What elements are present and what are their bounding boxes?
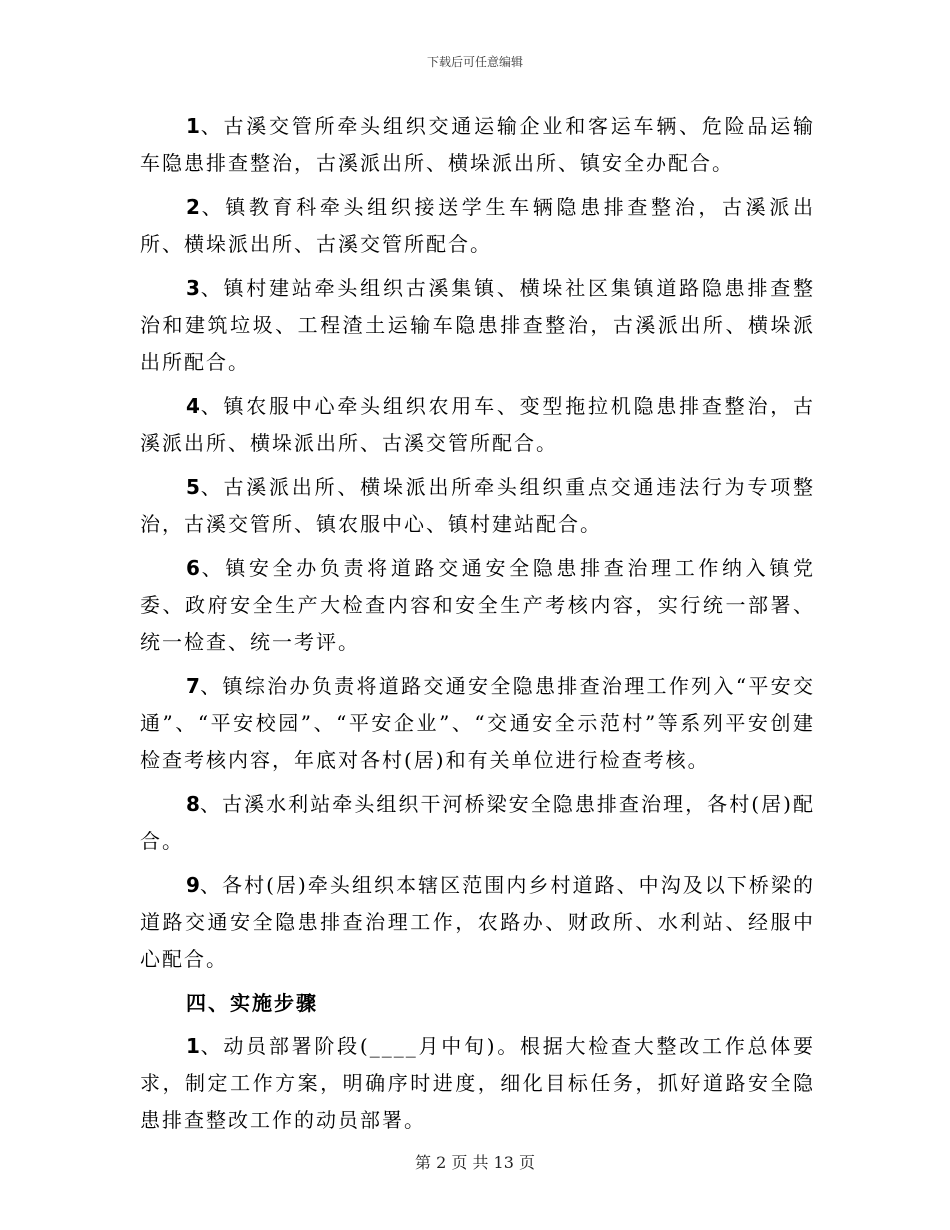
list-item-2 [140, 189, 815, 263]
list-item-8 [140, 786, 815, 860]
item-text: 、镇村建站牵头组织古溪集镇、横垛社区集镇道路隐患排查整治和建筑垃圾、工程渣土运输车隐患排查整治，古溪派出所、横垛派出所配合。 [140, 276, 815, 374]
page-footer: 第 2 页 共 13 页 [415, 1153, 535, 1172]
list-item-6 [140, 550, 815, 661]
list-item-4 [140, 388, 815, 462]
step-item-1 [140, 1028, 815, 1139]
item-text: 、各村(居)牵头组织本辖区范围内乡村道路、中沟及以下桥梁的道路交通安全隐患排查治理工作，农路办、财政所、水利站、经服中心配合。 [140, 873, 815, 971]
list-item-1 [140, 108, 815, 182]
item-number: 9 [186, 873, 200, 897]
step-number: 1 [186, 1034, 200, 1058]
item-number: 3 [186, 276, 200, 300]
item-number: 4 [186, 394, 200, 418]
item-number: 5 [186, 475, 200, 499]
item-text: 、镇安全办负责将道路交通安全隐患排查治理工作纳入镇党委、政府安全生产大检查内容和安全生产考核内容，实行统一部署、统一检查、统一考评。 [140, 556, 815, 654]
item-text: 、古溪交管所牵头组织交通运输企业和客运车辆、危险品运输车隐患排查整治，古溪派出所、横垛派出所、镇安全办配合。 [140, 114, 815, 175]
item-text: 、古溪水利站牵头组织干河桥梁安全隐患排查治理，各村(居)配合。 [140, 792, 815, 853]
item-text: 、镇教育科牵头组织接送学生车辆隐患排查整治，古溪派出所、横垛派出所、古溪交管所配合。 [140, 195, 815, 256]
document-body [140, 108, 815, 1146]
item-text: 、镇农服中心牵头组织农用车、变型拖拉机隐患排查整治，古溪派出所、横垛派出所、古溪交管所配合。 [140, 394, 815, 455]
list-item-5 [140, 469, 815, 543]
item-text: 、镇综治办负责将道路交通安全隐患排查治理工作列入“平安交通”、“平安校园”、“平安企业”、“交通安全示范村”等系列平安创建检查考核内容，年底对各村(居)和有关单位进行检查考核。 [140, 674, 815, 772]
item-text: 、古溪派出所、横垛派出所牵头组织重点交通违法行为专项整治，古溪交管所、镇农服中心、镇村建站配合。 [140, 475, 815, 536]
list-item-9 [140, 867, 815, 978]
section-heading: 四、实施步骤 [186, 991, 318, 1015]
list-item-3 [140, 270, 815, 381]
step-text: 、动员部署阶段(____月中旬)。根据大检查大整改工作总体要求，制定工作方案，明确序时进度，细化目标任务，抓好道路安全隐患排查整改工作的动员部署。 [140, 1034, 815, 1132]
item-number: 7 [186, 674, 200, 698]
item-number: 8 [186, 792, 200, 816]
list-item-7 [140, 668, 815, 779]
item-number: 2 [186, 195, 200, 219]
item-number: 1 [186, 114, 200, 138]
item-number: 6 [186, 556, 200, 580]
page-header: 下载后可任意编辑 [426, 55, 523, 69]
